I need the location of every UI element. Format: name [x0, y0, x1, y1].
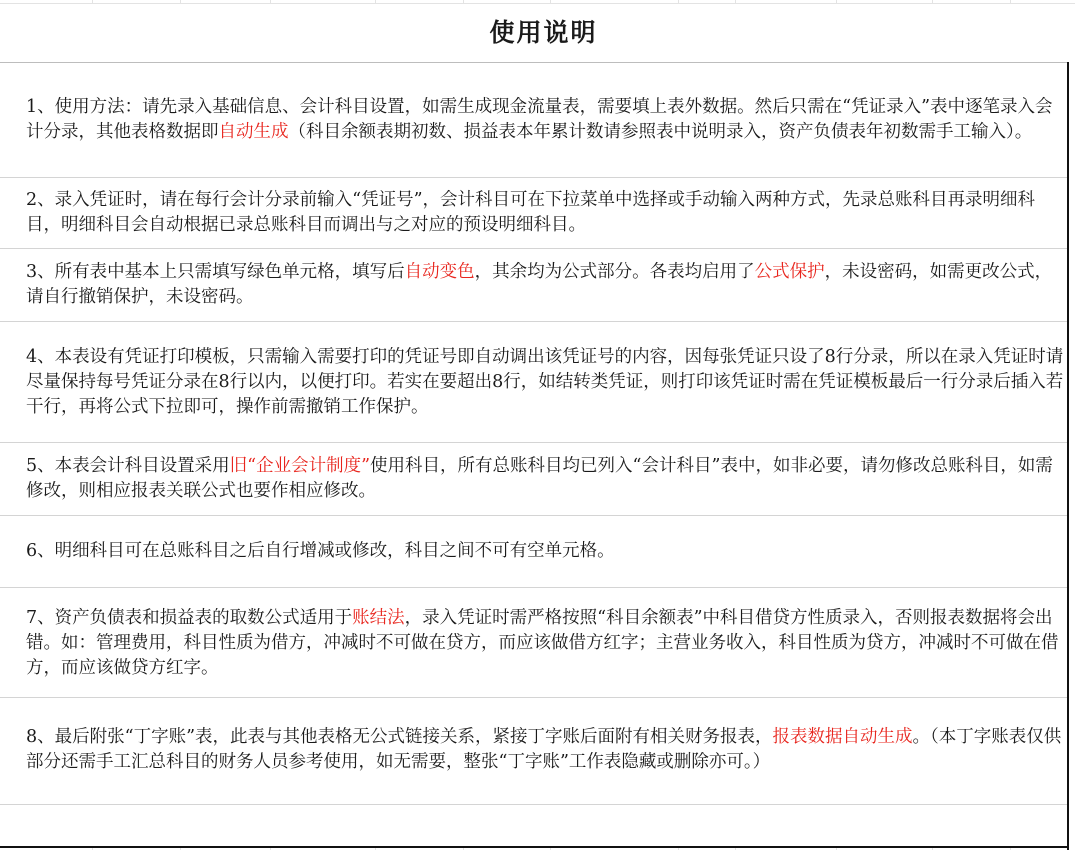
instruction-item-8[interactable]: [26, 700, 1066, 800]
highlight-text: 公式保护: [754, 261, 825, 282]
instruction-item-2[interactable]: [26, 180, 1066, 245]
row-divider: [0, 587, 1067, 588]
instruction-item-7[interactable]: [26, 594, 1066, 692]
instruction-text: 2、录入凭证时，请在每行会计分录前输入“凭证号”，会计科目可在下拉菜单中选择或手动输入两种方式，先录总账科目再录明细科目，明细科目会自动根据已录总账科目而调出与之对应的预设明细科目。: [26, 189, 1036, 235]
instruction-text: [26, 606, 1066, 681]
row-divider: [0, 248, 1067, 249]
instruction-text: [26, 260, 1066, 310]
instruction-text: [26, 95, 1066, 145]
row-divider: [0, 804, 1067, 805]
row-divider: [0, 321, 1067, 322]
instruction-text: [26, 454, 1066, 504]
instruction-text: 4、本表设有凭证打印模板，只需输入需要打印的凭证号即自动调出该凭证号的内容，因每张凭证只设了8行分录，所以在录入凭证时请尽量保持每号凭证分录在8行以内，以便打印。若实在要超出8行，如结转类凭证，则打印该凭证时需在凭证模板最后一行分录后插入若干行，再将公式下拉即可，操作前需撤销工作保护。: [26, 346, 1064, 417]
row-divider: [0, 442, 1067, 443]
instruction-text-part: 1、使用方法：请先录入基础信息、会计科目设置，如需生成现金流量表，需要填上表外数据。然后只需在“凭证录入”表中逐笔录入会计分录，其他表格数据即: [26, 97, 1053, 142]
instruction-text-part: 7、资产负债表和损益表的取数公式适用于: [26, 607, 353, 628]
instruction-text: [26, 725, 1066, 775]
row-divider: [0, 177, 1067, 178]
highlight-text: 旧“企业会计制度”: [229, 456, 371, 476]
table-bottom-border: [0, 846, 1069, 848]
instruction-text-part: ，其余均为公式部分。各表均启用了: [474, 261, 755, 282]
row-divider: [0, 515, 1067, 516]
instruction-text: 6、明细科目可在总账科目之后自行增减或修改，科目之间不可有空单元格。: [26, 540, 615, 561]
instruction-item-3[interactable]: [26, 252, 1066, 317]
row-divider: [0, 62, 1067, 63]
highlight-text: 报表数据自动生成: [772, 727, 913, 747]
instruction-item-1[interactable]: [26, 70, 1066, 170]
instruction-text-part: ，录入凭证时需严格按照“科目余额表”中科目借贷方性质录入，否则报表数据将会出错。如：管理费用，科目性质为借方，冲减时不可做在贷方，而应该做借方红字；主营业务收入，科目性质为贷方，冲减时不可做在借方，而应该做贷方红字。: [26, 607, 1059, 678]
instruction-item-6[interactable]: [26, 518, 1066, 584]
instruction-text-part: 。（本丁字账表仅供部分还需手工汇总科目的财务人员参考使用，如无需要，整张“丁字账”工作表隐藏或删除亦可。）: [26, 727, 1062, 772]
instruction-item-4[interactable]: [26, 326, 1066, 438]
page-title: 使用说明: [489, 18, 598, 47]
instruction-text-part: ，未设密码，如需更改公式，请自行撤销保护，未设密码。: [26, 261, 1053, 307]
row-divider: [0, 697, 1067, 698]
instruction-item-5[interactable]: [26, 446, 1066, 512]
highlight-text: 自动变色: [404, 261, 475, 282]
instruction-text-part: 8、最后附张“丁字账”表，此表与其他表格无公式链接关系，紧接丁字账后面附有相关财务报表，: [26, 727, 773, 747]
instruction-text-part: 3、所有表中基本上只需填写绿色单元格，填写后: [26, 261, 405, 282]
instruction-text-part: 5、本表会计科目设置采用: [26, 456, 230, 476]
highlight-text: 自动生成: [218, 122, 289, 142]
instruction-text-part: 使用科目，所有总账科目均已列入“会计科目”表中，如非必要，请勿修改总账科目，如需修改，则相应报表关联公式也要作相应修改。: [26, 456, 1053, 501]
highlight-text: 账结法: [352, 607, 405, 628]
table-right-border: [1067, 62, 1069, 850]
instruction-text-part: （科目余额表期初数、损益表本年累计数请参照表中说明录入，资产负债表年初数需手工输入）。: [288, 122, 1033, 142]
title-row: [0, 0, 1075, 62]
